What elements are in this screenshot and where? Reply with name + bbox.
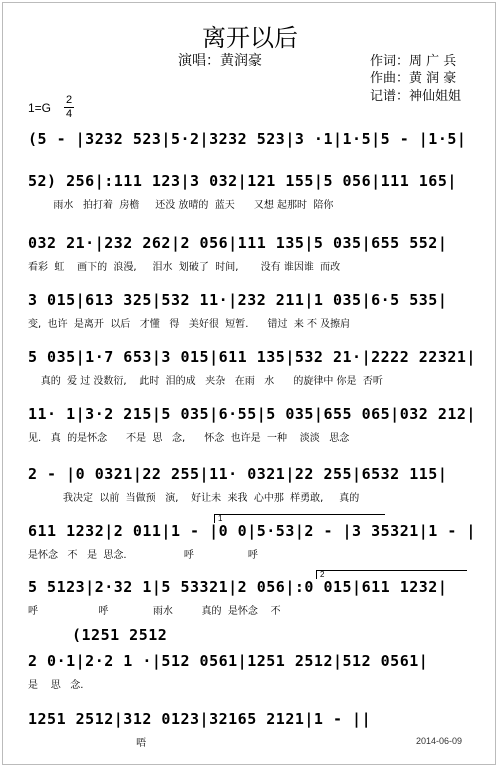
row-notes: 52) 256|:111 123|3 032|121 155|5 056|111 165| <box>28 172 457 190</box>
row-lyrics: 是怀念 不 是 思念. 呼 呼 <box>28 550 258 561</box>
overlay-phrase: (1251 2512 <box>72 626 168 644</box>
row-notes: 3 015|613 325|532 11·|232 211|1 035|6·5 535| <box>28 291 448 309</box>
time-signature-bottom: 4 <box>65 108 73 120</box>
lyricist-credit: 作词：周 广 兵 <box>370 54 457 69</box>
row-lyrics: 真的 爱 过 没数衍, 此时 泪的成 夹杂 在雨 水 的旋律中 你是 否听 <box>28 376 383 387</box>
row-notes: 032 21·|232 262|2 056|111 135|5 035|655 552| <box>28 234 448 252</box>
row-notes: 5 5123|2·32 1|5 53321|2 056|:0 015|611 1232| <box>28 578 448 596</box>
row-lyrics: 呼 呼 雨水 真的 是怀念 不 <box>28 606 281 617</box>
row-lyrics: 变, 也许 是离开 以后 才懂 得 美好很 短暂. 错过 来 不 及擦肩 <box>28 319 351 330</box>
key-signature: 1=G <box>28 101 52 115</box>
row-notes: 2 - |0 0321|22 255|11· 0321|22 255|6532 115| <box>28 465 448 483</box>
row-lyrics: 我决定 以前 当做预 演, 好让未 来我 心中那 样勇敢, 真的 <box>28 493 360 504</box>
row-notes: 611 1232|2 011|1 - |0 0|5·53|2 - |3 35321|1 - | <box>28 522 476 540</box>
time-signature-top: 2 <box>65 94 73 106</box>
row-notes: 1251 2512|312 0123|32165 2121|1 - || <box>28 710 372 728</box>
row-notes: 2 0·1|2·2 1 ·|512 0561|1251 2512|512 0561| <box>28 652 429 670</box>
row-lyrics: 雨水 拍打着 房檐 还没 放晴的 蓝天 又想 起那时 陪你 <box>28 200 334 211</box>
row-notes: 5 035|1·7 653|3 015|611 135|532 21·|2222 22321| <box>28 348 476 366</box>
row-lyrics: 见. 真 的是怀念 不是 思 念, 怀念 也许是 一种 淡淡 思念 <box>28 433 350 444</box>
row-lyrics: 看彩 虹 画下的 浪漫, 泪水 划破了 时间, 没有 谁因谁 而改 <box>28 262 341 273</box>
row-notes: 11· 1|3·2 215|5 035|6·55|5 035|655 065|032 212| <box>28 405 476 423</box>
time-signature <box>64 95 74 120</box>
first-ending-number: 1 <box>218 514 223 523</box>
date-stamp: 2014-06-09 <box>416 736 463 746</box>
second-ending-number: 2 <box>320 570 325 579</box>
transcriber-credit: 记谱：神仙姐姐 <box>370 89 462 104</box>
row-notes: (5 - |3232 523|5·2|3232 523|3 ·1|1·5|5 - |1·5| <box>28 130 467 148</box>
second-ending-bracket <box>316 570 467 579</box>
singer-credit: 演唱：黄润豪 <box>178 53 262 69</box>
song-title: 离开以后 <box>202 24 298 52</box>
row-lyrics: 是 思 念. <box>28 680 84 691</box>
first-ending-bracket <box>214 514 385 523</box>
row-lyrics: 唔 <box>28 738 147 749</box>
composer-credit: 作曲：黄 润 豪 <box>370 71 457 86</box>
